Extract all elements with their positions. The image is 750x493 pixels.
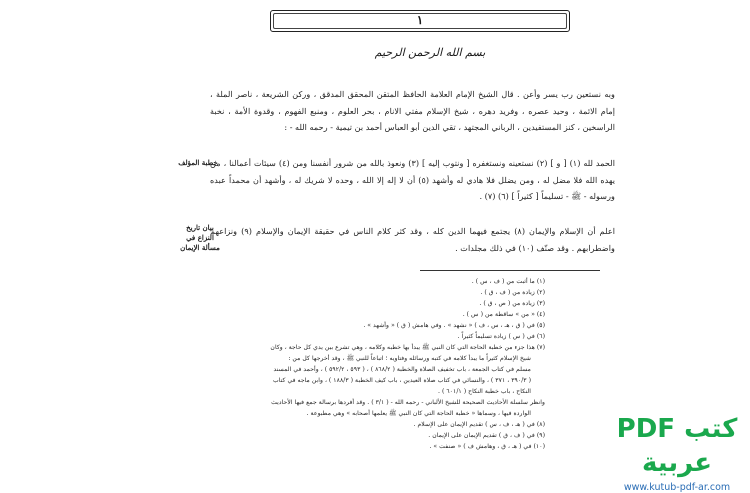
footnote: (٦) في ( س ) زيادة تسليماً كثيراً . xyxy=(457,333,545,340)
margin-note-dispute-history: بيان تاريخ النزاع في مسألة الإيمان xyxy=(180,223,220,252)
basmala-heading: بسم الله الرحمن الرحيم xyxy=(374,46,486,59)
footnote: (٥) في ( ق ، هـ ، س ، ف ) « نشهد » . وفي هامش ( ق ) « وأشهد » . xyxy=(363,322,545,329)
footnote-continuation: مسلم في كتاب الجمعة ، باب تخفيف الصلاة والخطبة ( ٨٦٨/٢ ) ، ( ٥٩٣ ، ٥٩٢/٢ ) ، وأحمد في المسند xyxy=(273,366,531,373)
footnote-continuation: النكاح ، باب خطبة النكاح ( ٦٠١/١ ) . xyxy=(438,388,531,395)
footnote: (٣) زيادة من ( ص ، ق ) . xyxy=(479,300,545,307)
footnote: (٧) هذا جزء من خطبة الحاجة التي كان النبي ﷺ يبدأ بها خطبه وكلامه ، وهي تشرع بين يدي كل حاجة ، وكان xyxy=(270,344,545,351)
footnotes xyxy=(215,276,545,452)
footnote: (٩) في ( ف ، ق ) تقديم الإيمان على الإيمان . xyxy=(428,432,545,439)
footnote: (٢) زيادة من ( ف ، ق ) . xyxy=(480,289,545,296)
footnote: (١٠) في ( هـ ، ق ، وهامش ف ) « صنفت » . xyxy=(429,443,545,450)
margin-note-author-sermon: خطبة المؤلف xyxy=(178,158,218,167)
islam-iman-paragraph: اعلم أن الإسلام والإيمان (٨) يجتمع فيهما الدين كله ، وقد كثر كلام الناس في حقيقة الإيمان والإسلام (٩) ونزاعهم واضطرابهم . وقد صنّف (١٠) في ذلك مجلدات . xyxy=(210,226,615,253)
footnote-continuation: ( ٣٩٠/٣ ، ٣٧١ ) ، والنسائي في كتاب صلاة العيدين ، باب كيف الخطبة ( ١٨٨/٣ ) ، وابن ماجه في كتاب xyxy=(272,377,531,384)
page-number: ١ xyxy=(416,13,424,27)
footnote-continuation: وانظر سلسلة الأحاديث الصحيحة للشيخ الألباني - رحمه الله - ( ٣/١ ) . وقد أفردها برسالة جمع فيها الأحاديث xyxy=(271,399,545,406)
logo-url: www.kutub-pdf-ar.com xyxy=(623,482,731,493)
footnote-continuation: شيخ الإسلام كثيراً ما يبدأ كلامه في كتبه ورسائله وفتاويه ؛ اتباعاً للنبي ﷺ ، وقد أخرجها كل من : xyxy=(288,355,531,362)
watermark-logo xyxy=(604,412,750,493)
intro-paragraph: وبه نستعين رب يسر وأعن . قال الشيخ الإمام العلامة الحافظ المتقن المحقق المدقق ، وركن الشريعة ، ناصر الملة ، إمام الائمة ، وحيد عصره ، وفريد دهره ، شيخ الإسلام مفتي الانام ، بحر العلوم ، ومنبع الفهوم ، وقدوة الأمة ، نخبة الراسخين ، كنز المستفيدين ، الرباني المجتهد ، تقي الدين أبو العباس أحمد بن تيمية - رحمه الله - : xyxy=(210,89,615,132)
footnote: (٨) في ( هـ ، ف ، س ) تقديم الإيمان على الإسلام . xyxy=(413,421,545,428)
khutba-paragraph: الحمد لله (١) [ و ] (٢) نستعينه ونستغفره [ ونتوب إليه ] (٣) ونعوذ بالله من شرور أنفسنا ومن (٤) سيئات أعمالنا ، من يهده الله فلا مضل له ، ومن يضلل فلا هادي له وأشهد (٥) أن لا إله إلا الله ، وحده لا شريك له ، وأشهد أن محمداً عبده ورسوله - ﷺ - تسليماً [ كثيراً ] (٦) (٧) . xyxy=(210,158,615,201)
footnote-divider xyxy=(420,270,600,271)
page-number-frame xyxy=(270,10,570,32)
footnote: (١) ما أثبت من ( ف ، س ) . xyxy=(471,278,545,285)
footnote-continuation: الواردة فيها ، وسماها « خطبة الحاجة التي كان النبي ﷺ يعلمها أصحابه » وهي مطبوعة . xyxy=(306,410,531,417)
logo-title: كتب PDF عربية xyxy=(616,414,738,478)
footnote: (٤) « من » ساقطة من ( س ) . xyxy=(462,311,545,318)
